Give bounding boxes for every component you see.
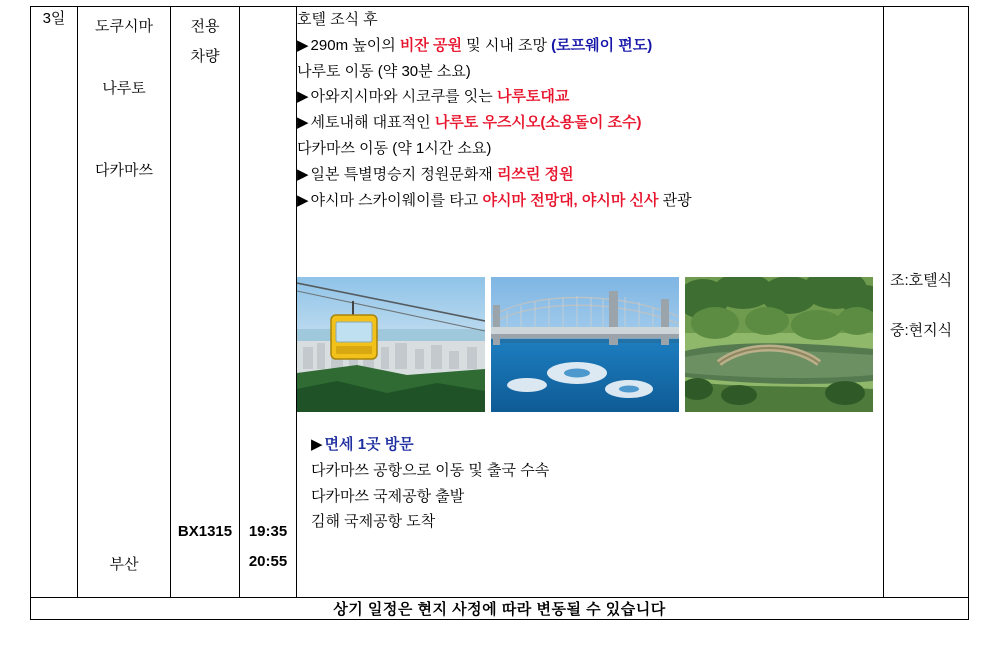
highlight-red-text: 나루토대교 [496, 88, 570, 106]
itinerary-description-cell [297, 7, 884, 598]
itinerary-line [297, 162, 883, 188]
ritsurin-garden-photo [685, 277, 873, 412]
itinerary-line [297, 33, 883, 59]
transport-line-2: 차량 [190, 48, 220, 65]
flight-code: BX1315 [177, 523, 233, 540]
bullet-triangle-icon: ▶ [311, 436, 323, 453]
itinerary-line [311, 432, 549, 458]
day-number-cell [31, 7, 78, 598]
bullet-triangle-icon: ▶ [297, 165, 309, 183]
itinerary-line [297, 7, 883, 33]
meals-cell [884, 7, 969, 598]
transport-cell [171, 7, 240, 598]
itinerary-line [311, 484, 549, 510]
time-cell [240, 7, 297, 598]
city-cell [78, 7, 171, 598]
bullet-triangle-icon: ▶ [297, 114, 309, 132]
itinerary-line-list [297, 7, 883, 213]
itinerary-line [297, 59, 883, 85]
itinerary-line [297, 136, 883, 162]
itinerary-line [311, 509, 549, 535]
arrival-time: 20:55 [248, 553, 288, 570]
table-row [31, 7, 969, 598]
meal-lunch: 중:현지식 [890, 322, 953, 339]
city-naruto: 나루토 [102, 80, 146, 97]
highlight-navy-text: 면세 1곳 방문 [324, 436, 414, 453]
bullet-triangle-icon: ▶ [297, 36, 309, 54]
itinerary-line [297, 110, 883, 136]
highlight-red-text: 야시마 전망대, 야시마 신사 [482, 191, 659, 209]
ropeway-gondola-city-view-photo [297, 277, 485, 412]
itinerary-text: 다카마쓰 공항으로 이동 및 출국 수속 [311, 461, 550, 479]
meal-breakfast: 조:호텔식 [890, 272, 953, 289]
departure-time: 19:35 [248, 523, 288, 540]
itinerary-table [30, 6, 969, 620]
itinerary-text: 야시마 스카이웨이를 타고 [310, 191, 483, 209]
bullet-triangle-icon: ▶ [297, 191, 309, 209]
naruto-bridge-whirlpool-photo [491, 277, 679, 412]
itinerary-text: 아와지시마와 시코쿠를 잇는 [310, 88, 497, 106]
photo-strip [297, 277, 883, 412]
itinerary-text: 관광 [658, 191, 692, 209]
highlight-red-text: 비잔 공원 [399, 36, 463, 54]
bullet-triangle-icon: ▶ [297, 88, 309, 106]
itinerary-text: 호텔 조식 후 [297, 11, 378, 28]
itinerary-text: 세토내해 대표적인 [310, 114, 435, 132]
itinerary-text: 김해 국제공항 도착 [311, 513, 436, 531]
itinerary-line [297, 84, 883, 110]
itinerary-line [311, 458, 549, 484]
footer-note: 상기 일정은 현지 사정에 따라 변동될 수 있습니다 [31, 598, 969, 620]
itinerary-text: 다카마쓰 이동 (약 1시간 소요) [297, 139, 492, 157]
itinerary-text: 및 시내 조망 [462, 36, 552, 54]
highlight-red-text: 리쓰린 정원 [496, 165, 574, 183]
itinerary-line-list-after-photos [311, 432, 549, 535]
footer-note-row [31, 598, 969, 620]
transport-line-1: 전용 [190, 18, 220, 35]
highlight-red-text: 나루토 우즈시오(소용돌이 조수) [434, 114, 642, 132]
city-takamatsu: 다카마쓰 [95, 162, 153, 179]
day-number: 3일 [42, 10, 66, 27]
itinerary-text: 나루토 이동 (약 30분 소요) [297, 62, 471, 80]
city-tokushima: 도쿠시마 [95, 18, 153, 35]
itinerary-text: 다카마쓰 국제공항 출발 [311, 487, 465, 505]
itinerary-line [297, 188, 883, 214]
highlight-blue-text: (로프웨이 편도) [551, 36, 653, 54]
city-busan: 부산 [109, 556, 139, 573]
itinerary-text: 290m 높이의 [310, 36, 400, 54]
itinerary-text: 일본 특별명승지 정원문화재 [310, 165, 497, 183]
